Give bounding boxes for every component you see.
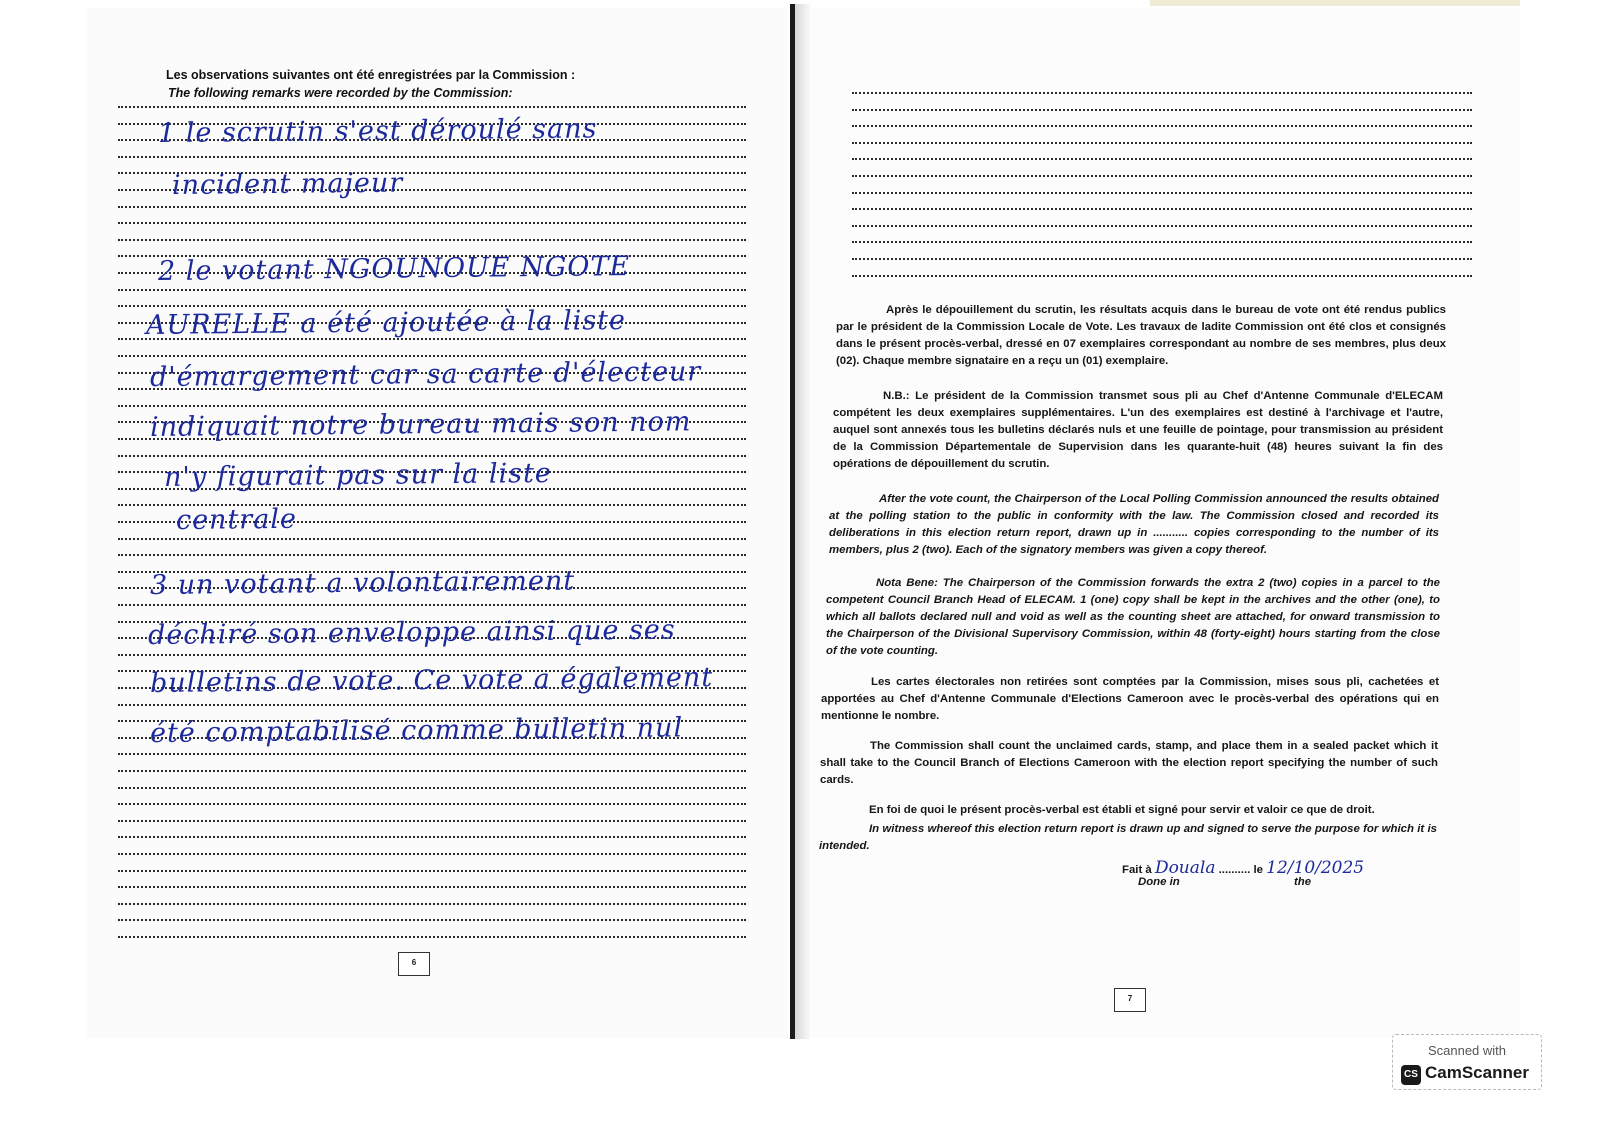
ruled-line xyxy=(852,92,1472,94)
handwritten-line: indiquait notre bureau mais son nom xyxy=(149,406,692,443)
ruled-line xyxy=(852,125,1472,127)
the-label: the xyxy=(1294,876,1312,888)
ruled-line xyxy=(118,239,746,241)
ruled-line xyxy=(118,886,746,888)
signature-place-date xyxy=(1122,858,1364,878)
remarks-header-en: The following remarks were recorded by the Commission: xyxy=(168,86,513,100)
ruled-line xyxy=(118,106,746,108)
ruled-line xyxy=(118,919,746,921)
ruled-line xyxy=(118,820,746,822)
ruled-line xyxy=(852,241,1472,243)
ruled-line xyxy=(118,156,746,158)
done-in-label: Done in xyxy=(1138,876,1180,888)
ruled-line xyxy=(118,836,746,838)
paragraph-nota-bene-en: Nota Bene: The Chairperson of the Commission forwards the extra 2 (two) copies in a parcel to the competent Council Branch Head of ELECAM. 1 (one) copy shall be kept in the archives and the other (one), to which all ballots declared null and void as well as the counting sheet are attached, for onward transmission to the Chairperson of the Divisional Supervisory Commission, within 48 (forty-eight) hours starting from the close of the vote counting. xyxy=(826,577,1440,657)
handwritten-line: centrale xyxy=(175,503,298,536)
paragraph-cards-fr: Les cartes électorales non retirées sont comptées par la Commission, mises sous pli, cachetées et apportées au Chef d'Antenne Communale d'Elections Cameroon avec le procès-verbal des opérations qui en mentionne le nombre. xyxy=(821,676,1439,722)
ruled-line xyxy=(118,787,746,789)
handwritten-line: incident majeur xyxy=(171,167,404,201)
camscanner-watermark xyxy=(1392,1034,1542,1090)
dots: .......... xyxy=(1218,864,1251,876)
handwritten-line: 3 un votant a volontairement xyxy=(149,565,576,601)
ruled-line xyxy=(852,275,1472,277)
ruled-line xyxy=(852,142,1472,144)
ruled-line xyxy=(118,753,746,755)
ruled-line xyxy=(852,175,1472,177)
ruled-line xyxy=(118,538,746,540)
paragraph-results-en: After the vote count, the Chairperson of the Local Polling Commission announced the results obtained at the polling station to the public in conformity with the law. The Commission closed and recorded its deliberations in this election return report, drawn up in ........... copies corresponding to the number of its members, plus 2 (two). Each of the signatory members was given a copy thereof. xyxy=(829,493,1439,556)
paragraph-results-fr: Après le dépouillement du scrutin, les résultats acquis dans le bureau de vote ont été rendus publics par le président de la Commission Locale de Vote. Les travaux de ladite Commission ont été clos et consignés dans le présent procès-verbal, dressé en 07 exemplaires correspondant au nombre de ses membres, plus deux (02). Chaque membre signataire en a reçu un (01) exemplaire. xyxy=(836,304,1446,367)
spine-shadow xyxy=(795,4,811,1039)
handwritten-line: AURELLE a été ajoutée à la liste xyxy=(145,304,627,341)
scanned-with-text: Scanned with xyxy=(1427,1043,1507,1058)
page-number-left: 6 xyxy=(398,952,430,976)
handwritten-place: Douala xyxy=(1154,858,1216,878)
ruled-line xyxy=(118,870,746,872)
remarks-header-fr: Les observations suivantes ont été enregistrées par la Commission : xyxy=(166,68,576,82)
handwritten-line: déchiré son enveloppe ainsi que ses xyxy=(147,614,676,651)
handwritten-date: 12/10/2025 xyxy=(1266,858,1365,878)
ruled-line xyxy=(118,936,746,938)
handwritten-line: été comptabilisé comme bulletin nul xyxy=(149,712,684,749)
paragraph-witness-fr: En foi de quoi le présent procès-verbal est établi et signé pour servir et valoir ce que de droit. xyxy=(869,804,1375,816)
ruled-line xyxy=(118,704,746,706)
handwritten-line: 2 le votant NGOUNOUE NGOTE xyxy=(157,251,631,287)
camscanner-brand: CamScanner xyxy=(1425,1063,1529,1082)
ruled-line xyxy=(852,158,1472,160)
paragraph-witness-en: In witness whereof this election return report is drawn up and signed to serve the purpose for which it is intended. xyxy=(819,823,1437,852)
ruled-line xyxy=(852,258,1472,260)
handwritten-line: bulletins de vote. Ce vote a également xyxy=(149,662,714,699)
handwritten-line: d'émargement car sa carte d'électeur xyxy=(149,356,702,393)
ruled-line xyxy=(118,770,746,772)
ruled-line xyxy=(118,903,746,905)
paragraph-nb-fr: N.B.: Le président de la Commission transmet sous pli au Chef d'Antenne Communale d'ELECAM compétent les deux exemplaires supplémentaires. L'un des exemplaires est destiné à l'archivage et l'autre, auquel sont annexés tous les bulletins déclarés nuls et une feuille de pointage, pour transmission au président de la Commission Départementale de Supervision dans les quarante-huit (48) heures suivant la fin des opérations de dépouillement du scrutin. xyxy=(833,390,1443,470)
le-label: le xyxy=(1253,864,1263,876)
ruled-line xyxy=(852,208,1472,210)
handwritten-line: 1 le scrutin s'est déroulé sans xyxy=(157,113,598,149)
ruled-line xyxy=(118,206,746,208)
ruled-line xyxy=(118,853,746,855)
ruled-line xyxy=(852,192,1472,194)
ruled-line xyxy=(118,803,746,805)
ruled-line xyxy=(852,109,1472,111)
fait-label: Fait à xyxy=(1122,864,1152,876)
ruled-line xyxy=(118,289,746,291)
ruled-line xyxy=(118,455,746,457)
ruled-line xyxy=(852,225,1472,227)
page-number-right: 7 xyxy=(1114,988,1146,1012)
ruled-line xyxy=(118,654,746,656)
handwritten-line: n'y figurait pas sur la liste xyxy=(163,457,553,493)
ruled-line xyxy=(118,604,746,606)
scan-edge-band xyxy=(1150,0,1520,6)
ruled-line xyxy=(118,554,746,556)
ruled-line xyxy=(118,222,746,224)
camscanner-logo-icon: CS xyxy=(1401,1065,1421,1085)
paragraph-cards-en: The Commission shall count the unclaimed cards, stamp, and place them in a sealed packet which it shall take to the Council Branch of Elections Cameroon with the election report specifying the number of such cards. xyxy=(820,740,1438,786)
